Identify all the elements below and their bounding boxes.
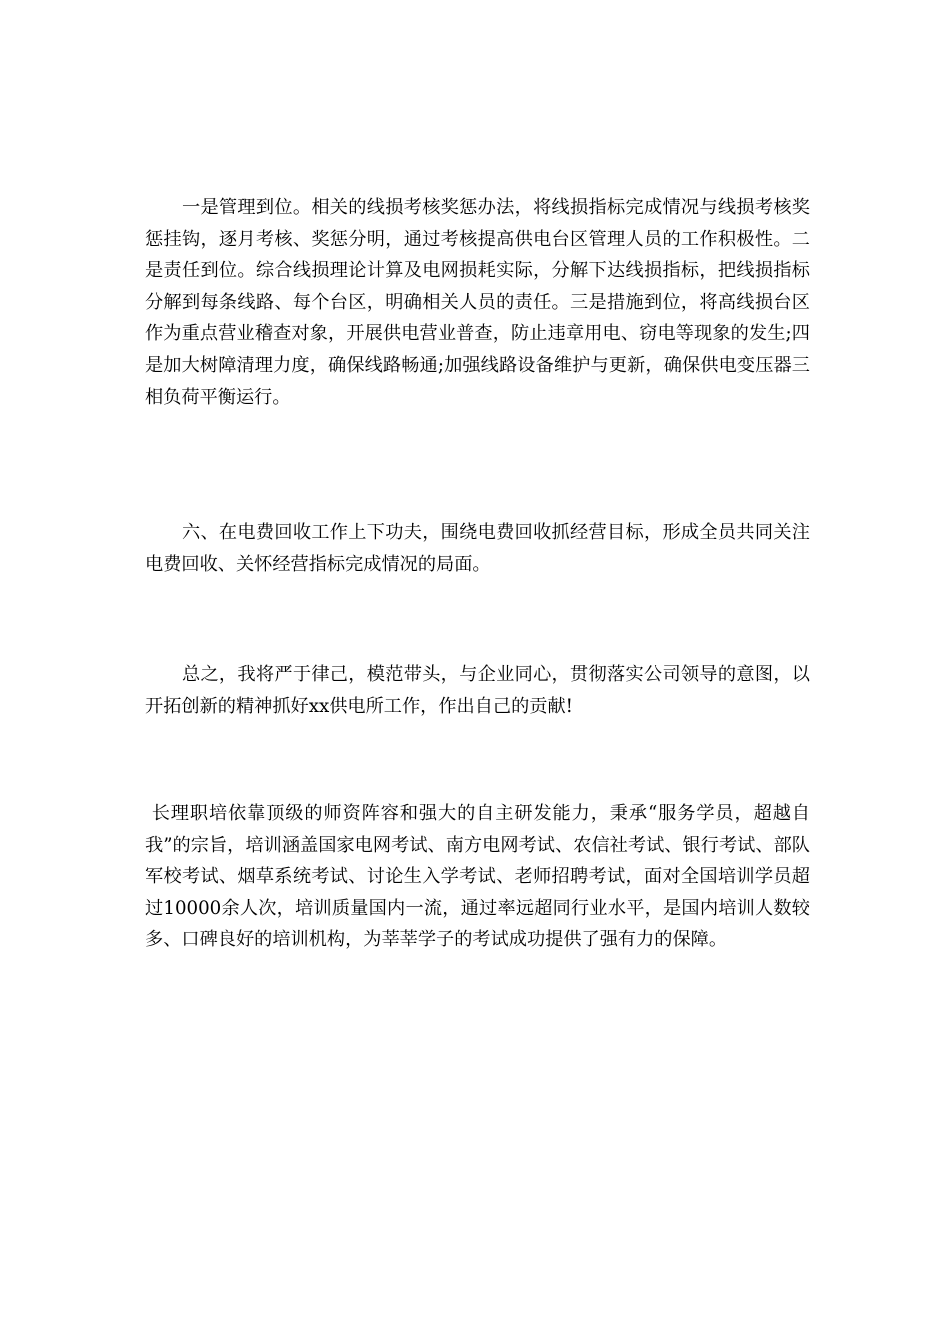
paragraph-conclusion: 总之，我将严于律己，模范带头，与企业同心，贯彻落实公司领导的意图，以开拓创新的精神抓好xx供电所工作，作出自己的贡献! (145, 664, 810, 717)
paragraph-line-loss-management: 一是管理到位。相关的线损考核奖惩办法，将线损指标完成情况与线损考核奖惩挂钩，逐月考核、奖惩分明，通过考核提高供电台区管理人员的工作积极性。二是责任到位。综合线损理论计算及电网损耗实际，分解下达线损指标，把线损指标分解到每条线路、每个台区，明确相关人员的责任。三是措施到位，将高线损台区作为重点营业稽查对象，开展供电营业普查，防止违章用电、窃电等现象的发生;四是加大树障清理力度，确保线路畅通;加强线路设备维护与更新，确保供电变压器三相负荷平衡运行。 (145, 197, 810, 408)
paragraph-training-promo: 长理职培依靠顶级的师资阵容和强大的自主研发能力，秉承“服务学员，超越自我”的宗旨，培训涵盖国家电网考试、南方电网考试、农信社考试、银行考试、部队军校考试、烟草系统考试、讨论生入学考试、老师招聘考试，面对全国培训学员超过10000余人次，培训质量国内一流，通过率远超同行业水平，是国内培训人数较多、口碑良好的培训机构，为莘莘学子的考试成功提供了强有力的保障。 (145, 803, 810, 951)
paragraph-fee-collection: 六、在电费回收工作上下功夫，围绕电费回收抓经营目标，形成全员共同关注电费回收、关怀经营指标完成情况的局面。 (145, 522, 810, 575)
